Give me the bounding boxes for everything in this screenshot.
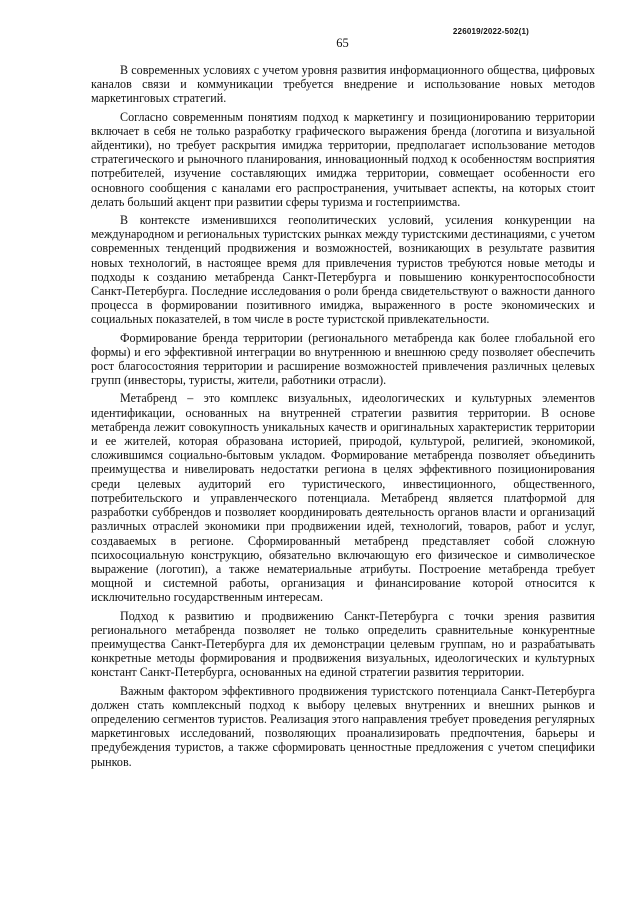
paragraph: Важным фактором эффективного продвижения туристского потенциала Санкт-Петербурга должен стать комплексный подход к выбору целевых внутренних и внешних рынков и определению сегментов туристов. Реализация этого направления требует проведения регулярных маркетинговых исследований, позволяющих проанализировать предпочтения, барьеры и предубеждения туристов, а также сформировать ценностные предложения с учетом специфики рынков. — [91, 683, 595, 769]
document-id: 226019/2022-502(1) — [452, 27, 529, 36]
paragraph: Подход к развитию и продвижению Санкт-Петербурга с точки зрения развития регионального метабренда позволяет не только определить сравнительные конкурентные преимущества Санкт-Петербурга для их демонстрации целевым группам, но и разрабатывать конкретные методы формирования и продвижения визуальных, идеологических и культурных констант Санкт-Петербурга, основанных на единой стратегии развития территории. — [91, 608, 595, 680]
paragraph: Формирование бренда территории (регионального метабренда как более глобальной его формы) и его эффективной интеграции во внутреннюю и внешнюю среду позволяет обеспечить рост благосостояния территории и расширение возможностей привлечения различных целевых групп (инвесторы, туристы, жители, работники отрасли). — [91, 330, 595, 388]
page-number: 65 — [336, 36, 349, 50]
paragraph: Согласно современным понятиям подход к маркетингу и позиционированию территории включает в себя не только разработку графического выражения бренда (логотипа и визуальной айдентики), но требует раскрытия имиджа территории, предполагает использование методов стратегического и рыночного планирования, инновационный подход к особенностям восприятия потребителей, изучение составляющих имиджа территории, совмещает особенности его основного сообщения с каналами его распространения, учитывает аспекты, на которых стоит делать больший акцент при развитии сферы туризма и гостеприимства. — [91, 109, 595, 209]
paragraph: Метабренд – это комплекс визуальных, идеологических и культурных элементов идентификации, основанных на внутренней стратегии развития территории. В основе метабренда лежит совокупность уникальных качеств и оригинальных характеристик территории и ее жителей, которая образована историей, природой, культурой, религией, экономикой, сложившимся социально-бытовым укладом. Формирование метабренда позволяет объединить преимущества и нивелировать недостатки региона в целях эффективного позиционирования среди целевых аудиторий его туристического, инвестиционного, общественного, потребительского и управленческого потенциала. Метабренд является платформой для разработки суббрендов и позволяет координировать деятельность органов власти и организаций различных отраслей экономики при продвижении идей, технологий, товаров, работ и услуг, создаваемых в регионе. Сформированный метабренд представляет собой сложную психосоциальную конструкцию, обязательно включающую его физическое и символическое выражение (логотип), а также нематериальные атрибуты. Построение метабренда требует мощной и системной работы, организация и финансирование которой относится к исключительно государственным интересам. — [91, 391, 595, 605]
paragraph: В контексте изменившихся геополитических условий, усиления конкуренции на международном и региональных туристских рынках между туристскими дестинациями, с учетом современных тенденций продвижения и возможностей, возникающих в результате развития новых технологий, в настоящее время для привлечения туристов требуются новые методы и подходы к созданию метабренда Санкт-Петербурга и повышению конкурентоспособности Санкт-Петербурга. Последние исследования о роли бренда свидетельствуют о важности данного процесса в формировании позитивного имиджа, выраженного в росте экономических и социальных показателей, в том числе в росте туристской привлекательности. — [91, 213, 595, 327]
paragraph: В современных условиях с учетом уровня развития информационного общества, цифровых каналов связи и коммуникации требуется внедрение и использование новых методов маркетинговых стратегий. — [91, 63, 595, 106]
document-body — [91, 63, 595, 769]
